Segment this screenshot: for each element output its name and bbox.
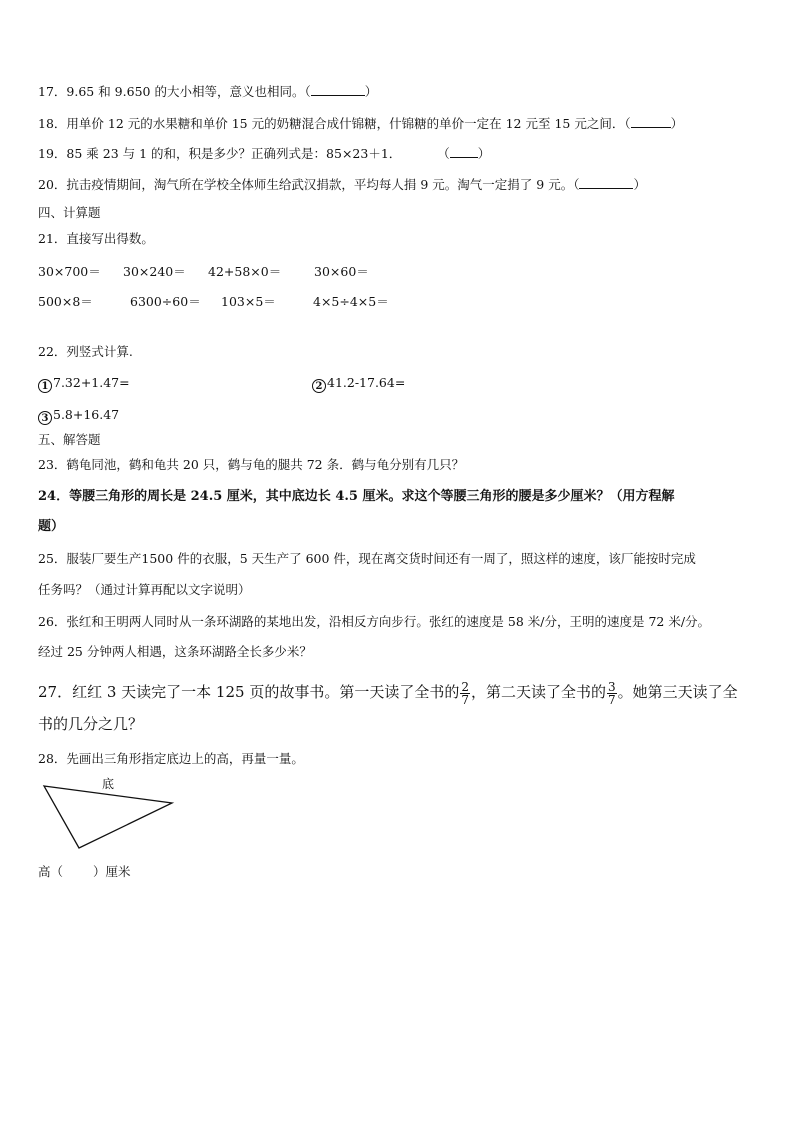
question-18: 18．用单价 12 元的水果糖和单价 15 元的奶糖混合成什锦糖，什锦糖的单价一定在 12 元至 15 元之间．（ ） [38,116,684,131]
section-heading-word-problems: 五、解答题 [38,432,101,447]
q22-item-1: 1 7.32+1.47= [38,375,130,393]
calc-item: 4×5÷4×5＝ [313,294,389,309]
question-22: 22．列竖式计算. [38,344,133,359]
answer-blank[interactable] [450,146,478,158]
triangle-shape [44,786,172,848]
section-heading-calculation: 四、计算题 [38,205,101,220]
question-19: 19．85 乘 23 与 1 的和，积是多少？正确列式是：85×23＋1． （ ） [38,146,491,161]
calc-item: 500×8＝ [38,294,93,309]
circled-number-3: 3 [38,411,52,425]
calc-item: 103×5＝ [221,294,276,309]
question-20: 20．抗击疫情期间，淘气所在学校全体师生给武汉捐款，平均每人捐 9 元。淘气一定捐了 9 元。（ ） [38,177,646,192]
height-answer-label: 高（ ）厘米 [38,864,131,879]
answer-blank[interactable] [579,177,633,189]
question-26-line-1: 26．张红和王明两人同时从一条环湖路的某地出发，沿相反方向步行。张红的速度是 58 米/分，王明的速度是 72 米/分。 [38,614,711,629]
question-25-line-2: 任务吗？（通过计算再配以文字说明） [38,582,251,597]
calc-item: 30×60＝ [314,264,369,279]
fraction-three-sevenths: $\frac{3}{7}$ [608,679,616,707]
question-27-line-2: 书的几分之几？ [38,715,144,733]
question-26-line-2: 经过 25 分钟两人相遇，这条环湖路全长多少米？ [38,644,312,659]
question-27-line-1: 27．红红 3 天读完了一本 125 页的故事书。第一天读了全书的 $\frac{2}{7}$ ，第二天读了全书的 $\frac{3}{7}$ 。她第三天读了全 [38,679,738,707]
question-24-line-2: 题） [38,519,65,534]
calc-item: 42+58×0＝ [208,264,282,279]
fraction-two-sevenths: $\frac{2}{7}$ [461,679,469,707]
question-23: 23．鹤龟同池，鹤和龟共 20 只，鹤与龟的腿共 72 条．鹤与龟分别有几只？ [38,457,465,472]
question-21: 21．直接写出得数。 [38,231,154,246]
question-28: 28．先画出三角形指定底边上的高，再量一量。 [38,751,304,766]
calc-item: 30×700＝ [38,264,101,279]
calc-item: 6300÷60＝ [130,294,201,309]
calc-item: 30×240＝ [123,264,186,279]
triangle-base-label: 底 [102,777,115,791]
q22-item-3: 3 5.8+16.47 [38,407,119,425]
answer-blank[interactable] [311,84,365,96]
answer-blank[interactable] [631,116,671,128]
circled-number-2: 2 [312,379,326,393]
circled-number-1: 1 [38,379,52,393]
question-24-line-1: 24．等腰三角形的周长是 24.5 厘米，其中底边长 4.5 厘米。求这个等腰三角形的腰是多少厘米？（用方程解 [38,489,675,504]
question-25-line-1: 25．服装厂要生产1500 件的衣服，5 天生产了 600 件，现在离交货时间还有一周了，照这样的速度，该厂能按时完成 [38,551,696,566]
q22-item-2: 2 41.2-17.64= [312,375,405,393]
question-17: 17．9.65 和 9.650 的大小相等，意义也相同。（ ） [38,84,378,99]
